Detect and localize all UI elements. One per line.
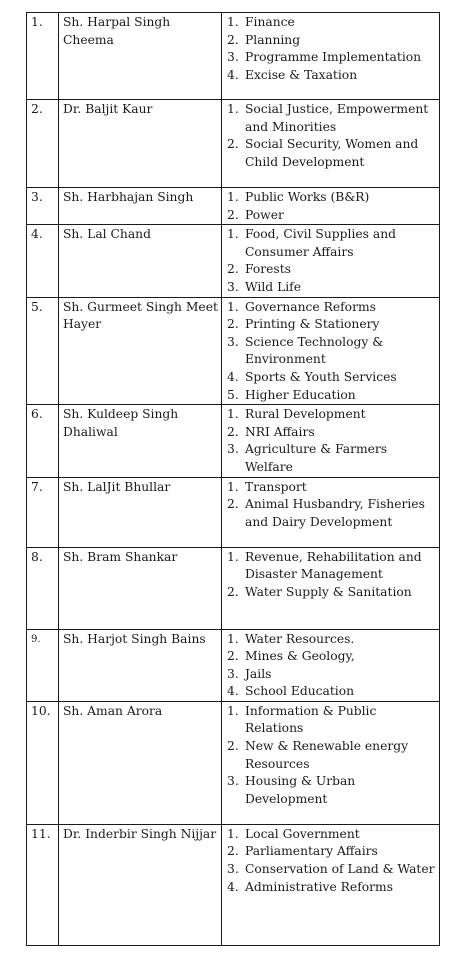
portfolio-item-number: 3.: [227, 442, 239, 457]
portfolio-item: [227, 479, 436, 497]
portfolio-item-number: 4.: [227, 879, 239, 894]
portfolio-item-number: 3.: [227, 774, 239, 789]
portfolio-item-number: 2.: [227, 584, 239, 599]
portfolio-item: [227, 226, 436, 261]
portfolios-cell: [222, 188, 440, 225]
serial-number-cell: 4.: [27, 225, 59, 297]
portfolios-cell: [222, 405, 440, 477]
table-body: [27, 13, 440, 946]
portfolio-list: [227, 631, 436, 701]
portfolio-item-text: Local Government: [245, 826, 360, 841]
portfolios-cell: [222, 477, 440, 547]
portfolio-item: [227, 496, 436, 531]
portfolio-list: [227, 826, 436, 896]
portfolio-list: [227, 703, 436, 809]
portfolios-cell: [222, 824, 440, 945]
portfolio-item: [227, 549, 436, 584]
minister-name-cell: Sh. Lal Chand: [59, 225, 222, 297]
portfolio-item: [227, 49, 436, 67]
portfolios-cell: [222, 225, 440, 297]
portfolio-item-number: 2.: [227, 844, 239, 859]
portfolio-item-text: Animal Husbandry, Fisheries and Dairy Development: [245, 497, 425, 529]
portfolio-item-number: 2.: [227, 207, 239, 222]
portfolio-item-number: 2.: [227, 649, 239, 664]
serial-number-cell: 11.: [27, 824, 59, 945]
portfolios-cell: [222, 629, 440, 701]
minister-name-cell: Sh. Harjot Singh Bains: [59, 629, 222, 701]
table-row: [27, 824, 440, 945]
portfolio-item-text: Jails: [245, 666, 272, 681]
serial-number-cell: 1.: [27, 13, 59, 100]
serial-number-cell: 8.: [27, 547, 59, 629]
portfolio-item-number: 2.: [227, 739, 239, 754]
portfolio-item-number: 2.: [227, 262, 239, 277]
portfolio-item: [227, 261, 436, 279]
portfolio-item-text: Rural Development: [245, 407, 366, 422]
portfolio-item-text: Social Security, Women and Child Development: [245, 137, 419, 169]
portfolio-item: [227, 826, 436, 844]
portfolio-item: [227, 387, 436, 405]
minister-name-cell: Sh. Harbhajan Singh: [59, 188, 222, 225]
portfolio-item: [227, 334, 436, 369]
portfolio-list: [227, 406, 436, 476]
portfolio-item-text: Finance: [245, 15, 295, 29]
portfolio-item-text: School Education: [245, 684, 355, 699]
portfolio-item-text: Social Justice, Empowerment and Minorities: [245, 102, 429, 134]
portfolio-item-number: 1.: [227, 299, 239, 314]
portfolio-item-number: 4.: [227, 369, 239, 384]
portfolio-item-number: 1.: [227, 826, 239, 841]
portfolio-item-text: Excise & Taxation: [245, 67, 358, 82]
portfolios-cell: [222, 701, 440, 824]
portfolios-cell: [222, 100, 440, 188]
serial-number-cell: 3.: [27, 188, 59, 225]
portfolio-item-number: 1.: [227, 703, 239, 718]
portfolio-item-number: 5.: [227, 387, 239, 402]
portfolio-item: [227, 666, 436, 684]
portfolio-item-number: 3.: [227, 862, 239, 877]
minister-name-cell: Sh. Gurmeet Singh Meet Hayer: [59, 297, 222, 405]
minister-name-cell: Sh. Bram Shankar: [59, 547, 222, 629]
table-row: [27, 701, 440, 824]
portfolio-item-text: Wild Life: [245, 279, 301, 294]
portfolio-item: [227, 683, 436, 701]
portfolio-item-text: Agriculture & Farmers Welfare: [245, 442, 388, 474]
portfolio-item-number: 3.: [227, 279, 239, 294]
portfolio-item: [227, 207, 436, 225]
portfolio-item-text: Sports & Youth Services: [245, 369, 397, 384]
portfolio-item-text: Transport: [245, 479, 307, 494]
portfolio-item-text: NRI Affairs: [245, 424, 315, 439]
portfolio-item-text: Revenue, Rehabilitation and Disaster Management: [245, 549, 422, 582]
portfolio-list: [227, 226, 436, 296]
portfolio-item-text: Printing & Stationery: [245, 317, 380, 332]
portfolios-cell: [222, 13, 440, 100]
portfolio-item: [227, 299, 436, 317]
table-row: [27, 188, 440, 225]
portfolio-item-text: Conservation of Land & Water: [245, 862, 435, 877]
portfolio-item: [227, 189, 436, 207]
portfolio-item: [227, 14, 436, 32]
portfolio-item-number: 1.: [227, 407, 239, 422]
portfolio-item-number: 2.: [227, 317, 239, 332]
portfolio-item: [227, 32, 436, 50]
portfolio-item-text: Governance Reforms: [245, 299, 376, 314]
portfolio-item-number: 1.: [227, 631, 239, 646]
portfolio-item-number: 1.: [227, 102, 239, 116]
serial-number-cell: 5.: [27, 297, 59, 405]
portfolio-item: [227, 861, 436, 879]
minister-name-cell: Dr. Baljit Kaur: [59, 100, 222, 188]
portfolio-item-text: Forests: [245, 262, 291, 277]
portfolio-item-text: Food, Civil Supplies and Consumer Affairs: [245, 227, 396, 259]
minister-name-cell: Sh. Harpal Singh Cheema: [59, 13, 222, 100]
portfolio-item: [227, 631, 436, 649]
portfolio-item: [227, 316, 436, 334]
serial-number-cell: 2.: [27, 100, 59, 188]
portfolio-item-text: Water Resources.: [245, 631, 355, 646]
minister-name-cell: Dr. Inderbir Singh Nijjar: [59, 824, 222, 945]
portfolio-item-number: 2.: [227, 497, 239, 512]
portfolio-item: [227, 67, 436, 85]
portfolio-item: [227, 279, 436, 297]
table-row: [27, 13, 440, 100]
portfolio-list: [227, 101, 436, 171]
serial-number-cell: 9.: [27, 629, 59, 701]
portfolio-item-number: 4.: [227, 67, 239, 82]
portfolio-item-text: Mines & Geology,: [245, 649, 355, 664]
serial-number-cell: 6.: [27, 405, 59, 477]
portfolio-list: [227, 299, 436, 405]
portfolio-item-text: Power: [245, 207, 284, 222]
portfolio-item-number: 3.: [227, 50, 239, 65]
portfolio-item-text: Information & Public Relations: [245, 703, 377, 736]
portfolio-item-number: 2.: [227, 424, 239, 439]
portfolio-list: [227, 479, 436, 532]
portfolio-item: [227, 773, 436, 808]
portfolio-item: [227, 584, 436, 602]
table-row: [27, 297, 440, 405]
portfolio-item-number: 1.: [227, 15, 239, 29]
minister-name-cell: Sh. Aman Arora: [59, 701, 222, 824]
portfolio-item-number: 4.: [227, 684, 239, 699]
portfolio-item: [227, 648, 436, 666]
portfolio-item-text: Programme Implementation: [245, 50, 422, 65]
portfolio-item-text: Water Supply & Sanitation: [245, 584, 412, 599]
portfolio-item: [227, 441, 436, 476]
portfolio-item: [227, 406, 436, 424]
portfolio-item: [227, 101, 436, 136]
portfolio-item-number: 2.: [227, 32, 239, 47]
portfolio-item-text: New & Renewable energy Resources: [245, 739, 409, 771]
portfolio-item-text: Administrative Reforms: [245, 879, 394, 894]
portfolios-cell: [222, 297, 440, 405]
portfolio-list: [227, 14, 436, 84]
portfolio-item: [227, 738, 436, 773]
portfolio-item-text: Parliamentary Affairs: [245, 844, 378, 859]
portfolio-item-number: 1.: [227, 227, 239, 242]
table-row: [27, 547, 440, 629]
portfolio-item: [227, 136, 436, 171]
table-row: [27, 477, 440, 547]
portfolio-list: [227, 549, 436, 602]
ministers-portfolio-table: [26, 12, 440, 946]
serial-number-cell: 7.: [27, 477, 59, 547]
portfolio-item: [227, 703, 436, 738]
portfolio-item: [227, 843, 436, 861]
serial-number-cell: 10.: [27, 701, 59, 824]
portfolios-cell: [222, 547, 440, 629]
portfolio-list: [227, 189, 436, 224]
table-row: [27, 100, 440, 188]
portfolio-item-text: Housing & Urban Development: [245, 774, 356, 806]
portfolio-item: [227, 424, 436, 442]
portfolio-item-text: Planning: [245, 32, 301, 47]
portfolio-item-text: Public Works (B&R): [245, 190, 370, 204]
portfolio-item: [227, 369, 436, 387]
portfolio-item-text: Science Technology & Environment: [245, 334, 384, 367]
portfolio-item-number: 1.: [227, 190, 239, 204]
minister-name-cell: Sh. LalJit Bhullar: [59, 477, 222, 547]
portfolio-item-number: 1.: [227, 549, 239, 564]
portfolio-item-number: 3.: [227, 666, 239, 681]
portfolio-item-text: Higher Education: [245, 387, 356, 402]
table-row: [27, 225, 440, 297]
portfolio-item-number: 3.: [227, 334, 239, 349]
table-row: [27, 629, 440, 701]
portfolio-item-number: 2.: [227, 137, 239, 152]
portfolio-item: [227, 879, 436, 897]
table-row: [27, 405, 440, 477]
minister-name-cell: Sh. Kuldeep Singh Dhaliwal: [59, 405, 222, 477]
portfolio-item-number: 1.: [227, 479, 239, 494]
